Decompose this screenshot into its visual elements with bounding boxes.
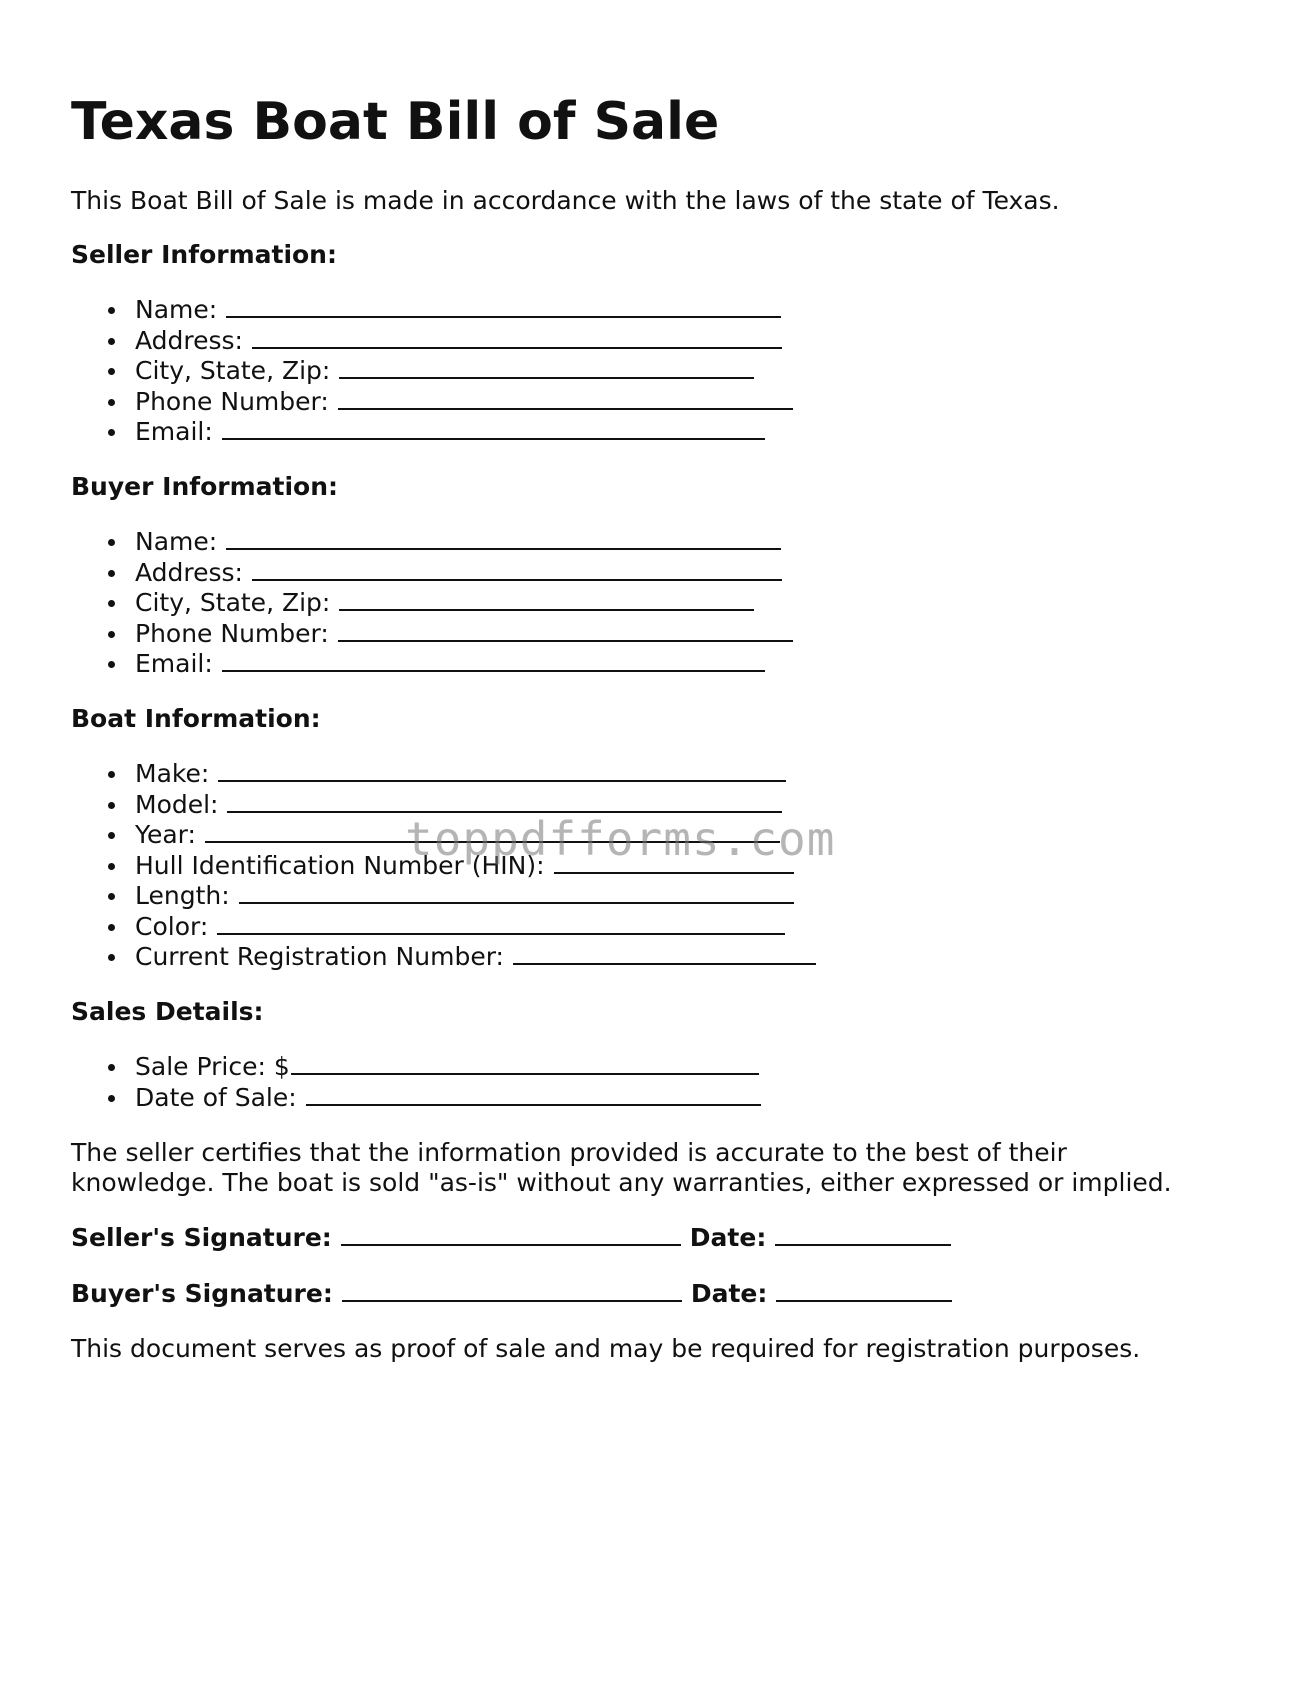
date-blank <box>775 1224 951 1246</box>
sales-heading: Sales Details: <box>71 997 264 1026</box>
field-label: Email: <box>135 649 213 678</box>
fill-in-blank <box>205 821 780 843</box>
date-blank <box>776 1280 952 1302</box>
signature-blank <box>341 1224 681 1246</box>
fill-in-blank <box>226 296 781 318</box>
boat-heading: Boat Information: <box>71 704 321 733</box>
seller-phone-field <box>71 387 793 418</box>
field-label: Model: <box>135 789 219 819</box>
fill-in-blank <box>218 760 786 782</box>
seller-email-field <box>71 417 793 448</box>
buyer-signature-line <box>71 1279 961 1309</box>
fill-in-blank <box>513 943 816 965</box>
field-label: Current Registration Number: <box>135 942 504 971</box>
field-label: Color: <box>135 911 209 941</box>
fill-in-blank <box>554 852 794 874</box>
intro-paragraph: This Boat Bill of Sale is made in accordance with the laws of the state of Texas. <box>71 186 1060 215</box>
fill-in-blank <box>252 559 782 581</box>
fill-in-blank <box>338 388 793 410</box>
buyer-name-field <box>71 527 793 558</box>
buyer-city-state-zip-field <box>71 588 793 619</box>
boat-year-field <box>71 820 816 851</box>
fill-in-blank <box>339 357 754 379</box>
field-label: Make: <box>135 759 210 788</box>
boat-make-field <box>71 759 816 790</box>
field-label: City, State, Zip: <box>135 356 331 385</box>
field-label: Length: <box>135 881 230 910</box>
seller-name-field <box>71 295 793 326</box>
buyer-signature-label: Buyer's Signature: <box>71 1279 333 1308</box>
date-label: Date: <box>689 1223 767 1252</box>
fill-in-blank <box>222 650 765 672</box>
field-label: City, State, Zip: <box>135 588 331 617</box>
field-label: Email: <box>135 417 213 446</box>
field-label: Phone Number: <box>135 386 329 416</box>
field-label: Address: <box>135 325 243 355</box>
date-label: Date: <box>690 1279 768 1308</box>
field-label: Date of Sale: <box>135 1082 297 1112</box>
buyer-field-list <box>71 527 793 680</box>
buyer-phone-field <box>71 619 793 650</box>
seller-signature-label: Seller's Signature: <box>71 1223 332 1252</box>
boat-color-field <box>71 912 816 943</box>
fill-in-blank <box>291 1053 759 1075</box>
certification-line-2: knowledge. The boat is sold "as-is" without any warranties, either expressed or implied. <box>71 1168 1172 1197</box>
seller-address-field <box>71 326 793 357</box>
fill-in-blank <box>217 913 785 935</box>
date-of-sale-field <box>71 1083 761 1114</box>
field-label: Hull Identification Number (HIN): <box>135 850 545 880</box>
field-label: Name: <box>135 295 218 324</box>
fill-in-blank <box>227 791 782 813</box>
signature-blank <box>342 1280 682 1302</box>
seller-signature-line <box>71 1223 960 1253</box>
buyer-email-field <box>71 649 793 680</box>
fill-in-blank <box>338 620 793 642</box>
fill-in-blank <box>252 327 782 349</box>
boat-registration-field <box>71 942 816 973</box>
footer-note: This document serves as proof of sale and may be required for registration purposes. <box>71 1334 1141 1363</box>
fill-in-blank <box>306 1084 761 1106</box>
sale-price-field <box>71 1052 761 1083</box>
boat-hin-field <box>71 851 816 882</box>
buyer-address-field <box>71 558 793 589</box>
fill-in-blank <box>222 418 765 440</box>
field-label: Phone Number: <box>135 618 329 648</box>
boat-length-field <box>71 881 816 912</box>
boat-model-field <box>71 790 816 821</box>
field-label: Name: <box>135 527 218 556</box>
seller-heading: Seller Information: <box>71 240 337 269</box>
seller-field-list <box>71 295 793 448</box>
buyer-heading: Buyer Information: <box>71 472 339 501</box>
field-label: Year: <box>135 820 196 849</box>
field-label: Sale Price: $ <box>135 1052 290 1081</box>
certification-line-1: The seller certifies that the information provided is accurate to the best of their <box>71 1138 1067 1167</box>
field-label: Address: <box>135 557 243 587</box>
document-title: Texas Boat Bill of Sale <box>71 92 720 152</box>
fill-in-blank <box>226 528 781 550</box>
watermark-text: toppdfforms.com <box>405 812 836 866</box>
seller-city-state-zip-field <box>71 356 793 387</box>
boat-field-list <box>71 759 816 973</box>
sales-field-list <box>71 1052 761 1113</box>
fill-in-blank <box>339 589 754 611</box>
fill-in-blank <box>239 882 794 904</box>
